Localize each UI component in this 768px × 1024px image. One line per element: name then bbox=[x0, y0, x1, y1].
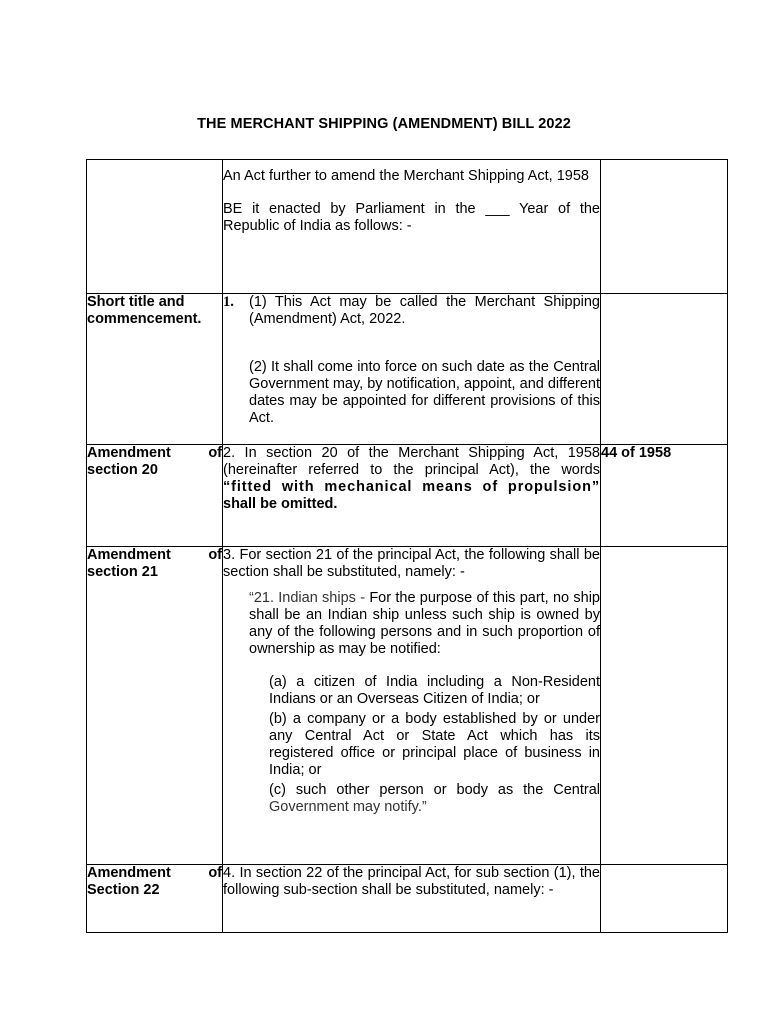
clause-a: (a) a citizen of India including a Non-Resident Indians or an Overseas Citizen of India; or bbox=[269, 674, 600, 707]
preamble-line1: An Act further to amend the Merchant Shipping Act, 1958 bbox=[223, 168, 589, 184]
bill-table bbox=[86, 159, 728, 933]
clause-c: (c) such other person or body as the Central Government may notify.” bbox=[269, 782, 600, 815]
side-heading-line1: Amendment of bbox=[87, 865, 222, 881]
side-heading-line1: Amendment of bbox=[87, 445, 222, 461]
section-2-para: 2. In section 20 of the Merchant Shipping Act, 1958 (hereinafter referred to the principal Act), the words “fitted with mechanical means of propulsion” shall be omitted. bbox=[223, 445, 600, 512]
table-row-section-3 bbox=[87, 547, 728, 865]
table-row-preamble bbox=[87, 160, 728, 294]
omitted-words: “fitted with mechanical means of propulsion” bbox=[223, 479, 600, 495]
note-cell bbox=[601, 294, 728, 445]
section-2-text-cell bbox=[223, 445, 601, 547]
side-heading-amend-21 bbox=[87, 547, 223, 865]
section-21-heading: “21. Indian ships - bbox=[249, 590, 366, 606]
section-3-text-cell bbox=[223, 547, 601, 865]
side-heading-line2: section 20 bbox=[87, 462, 158, 478]
section-4-text-cell bbox=[223, 865, 601, 933]
section-4-para: 4. In section 22 of the principal Act, for sub section (1), the following sub-section shall be substituted, namely: - bbox=[223, 865, 600, 898]
note-cell bbox=[601, 160, 728, 294]
side-heading-amend-20 bbox=[87, 445, 223, 547]
marginal-note: 44 of 1958 bbox=[601, 445, 728, 547]
note-cell bbox=[601, 547, 728, 865]
clause-b: (b) a company or a body established by or under any Central Act or State Act which has its registered office or principal place of business in India; or bbox=[269, 711, 600, 778]
table-row-section-4 bbox=[87, 865, 728, 933]
section-21-text: “21. Indian ships - For the purpose of this part, no ship shall be an Indian ship unless such ship is owned by any of the following persons and in such proportion of ownership as may be notified: bbox=[249, 590, 600, 657]
side-heading-amend-22 bbox=[87, 865, 223, 933]
side-heading-line1: Amendment of bbox=[87, 547, 222, 563]
section-1-text-cell bbox=[223, 294, 601, 445]
side-heading-line1: Short title and bbox=[87, 294, 185, 310]
side-heading-line2: Section 22 bbox=[87, 882, 160, 898]
side-cell bbox=[87, 160, 223, 294]
document-title: THE MERCHANT SHIPPING (AMENDMENT) BILL 2022 bbox=[197, 116, 571, 132]
section-1-para-1: 1. (1) This Act may be called the Merchant Shipping (Amendment) Act, 2022. bbox=[223, 294, 600, 327]
note-cell bbox=[601, 865, 728, 933]
side-heading-line2: commencement. bbox=[87, 311, 202, 327]
table-row-section-2 bbox=[87, 445, 728, 547]
section-3-intro: 3. For section 21 of the principal Act, the following shall be section shall be substituted, namely: - bbox=[223, 547, 600, 580]
side-heading-short-title bbox=[87, 294, 223, 445]
preamble-cell bbox=[223, 160, 601, 294]
section-1-para-2: (2) It shall come into force on such date as the Central Government may, by notification, appoint, and different dates may be appointed for different provisions of this Act. bbox=[249, 359, 600, 426]
side-heading-line2: section 21 bbox=[87, 564, 158, 580]
section-number: 1. bbox=[223, 294, 234, 310]
preamble-line2: BE it enacted by Parliament in the ___ Year of the Republic of India as follows: - bbox=[223, 201, 600, 234]
table-row-section-1 bbox=[87, 294, 728, 445]
